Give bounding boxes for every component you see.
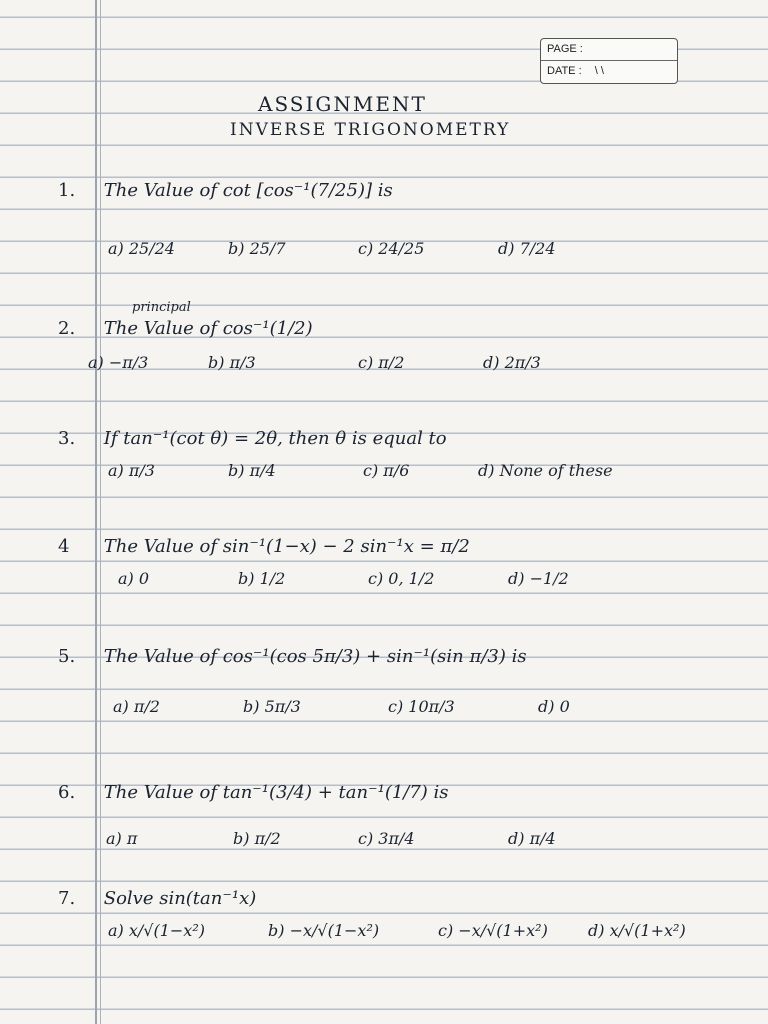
option-a: a) π/2	[113, 697, 160, 716]
question-text: The Value of cot [cos⁻¹(7/25)] is	[103, 180, 393, 201]
question-stem	[58, 888, 718, 909]
options	[58, 461, 718, 501]
question-number: 4	[58, 536, 70, 557]
option-b: b) 1/2	[238, 569, 286, 588]
title-line-1: ASSIGNMENT	[258, 92, 427, 116]
option-a: a) π	[106, 829, 138, 848]
question-text: The Value of sin⁻¹(1−x) − 2 sin⁻¹x = π/2	[103, 536, 470, 557]
question-1	[58, 180, 718, 279]
option-a: a) x/√(1−x²)	[108, 921, 205, 940]
option-a: a) −π/3	[88, 353, 149, 372]
option-d: d) x/√(1+x²)	[588, 921, 686, 940]
date-row	[541, 60, 677, 82]
options	[58, 697, 718, 737]
question-text: The Value of cos⁻¹(1/2)	[103, 318, 313, 339]
question-stem	[58, 536, 718, 557]
option-b: b) 25/7	[228, 239, 286, 258]
option-c: c) 3π/4	[358, 829, 415, 848]
options	[58, 829, 718, 869]
question-stem	[58, 318, 718, 339]
question-5	[58, 646, 718, 737]
page-date-box	[540, 38, 678, 84]
question-text: The Value of cos⁻¹(cos 5π/3) + sin⁻¹(sin π/3) is	[103, 646, 527, 667]
page-row	[541, 39, 677, 60]
question-6	[58, 782, 718, 869]
option-a: a) 0	[118, 569, 150, 588]
question-number: 6.	[58, 782, 76, 803]
page-label: PAGE :	[547, 43, 583, 55]
option-a: a) π/3	[108, 461, 155, 480]
question-text: Solve sin(tan⁻¹x)	[103, 888, 257, 909]
options	[58, 569, 718, 609]
options	[58, 353, 718, 393]
question-text: The Value of tan⁻¹(3/4) + tan⁻¹(1/7) is	[103, 782, 449, 803]
question-3	[58, 428, 718, 501]
option-d: d) π/4	[508, 829, 556, 848]
option-b: b) π/2	[233, 829, 281, 848]
question-stem	[58, 180, 718, 201]
question-number: 3.	[58, 428, 76, 449]
option-c: c) −x/√(1+x²)	[438, 921, 548, 940]
option-c: c) π/6	[363, 461, 410, 480]
option-b: b) 5π/3	[243, 697, 301, 716]
question-number: 1.	[58, 180, 76, 201]
question-number: 7.	[58, 888, 76, 909]
option-d: d) None of these	[478, 461, 613, 480]
option-a: a) 25/24	[108, 239, 175, 258]
question-2	[58, 318, 718, 393]
options	[58, 921, 718, 961]
option-c: c) 10π/3	[388, 697, 455, 716]
question-stem	[58, 428, 718, 449]
question-stem	[58, 782, 718, 803]
option-d: d) −1/2	[508, 569, 569, 588]
principal-annotation: principal	[132, 300, 191, 315]
option-d: d) 2π/3	[483, 353, 541, 372]
option-d: d) 0	[538, 697, 570, 716]
option-c: c) π/2	[358, 353, 405, 372]
question-number: 2.	[58, 318, 76, 339]
date-value: \ \	[594, 65, 604, 77]
option-b: b) π/3	[208, 353, 256, 372]
title-line-2: INVERSE TRIGONOMETRY	[230, 120, 511, 140]
option-c: c) 0, 1/2	[368, 569, 435, 588]
question-4	[58, 536, 718, 609]
option-d: d) 7/24	[498, 239, 556, 258]
question-text: If tan⁻¹(cot θ) = 2θ, then θ is equal to	[103, 428, 447, 449]
option-b: b) −x/√(1−x²)	[268, 921, 380, 940]
question-7	[58, 888, 718, 961]
question-stem	[58, 646, 718, 667]
date-label: DATE :	[547, 65, 582, 77]
question-number: 5.	[58, 646, 76, 667]
option-b: b) π/4	[228, 461, 276, 480]
option-c: c) 24/25	[358, 239, 425, 258]
options	[58, 239, 718, 279]
